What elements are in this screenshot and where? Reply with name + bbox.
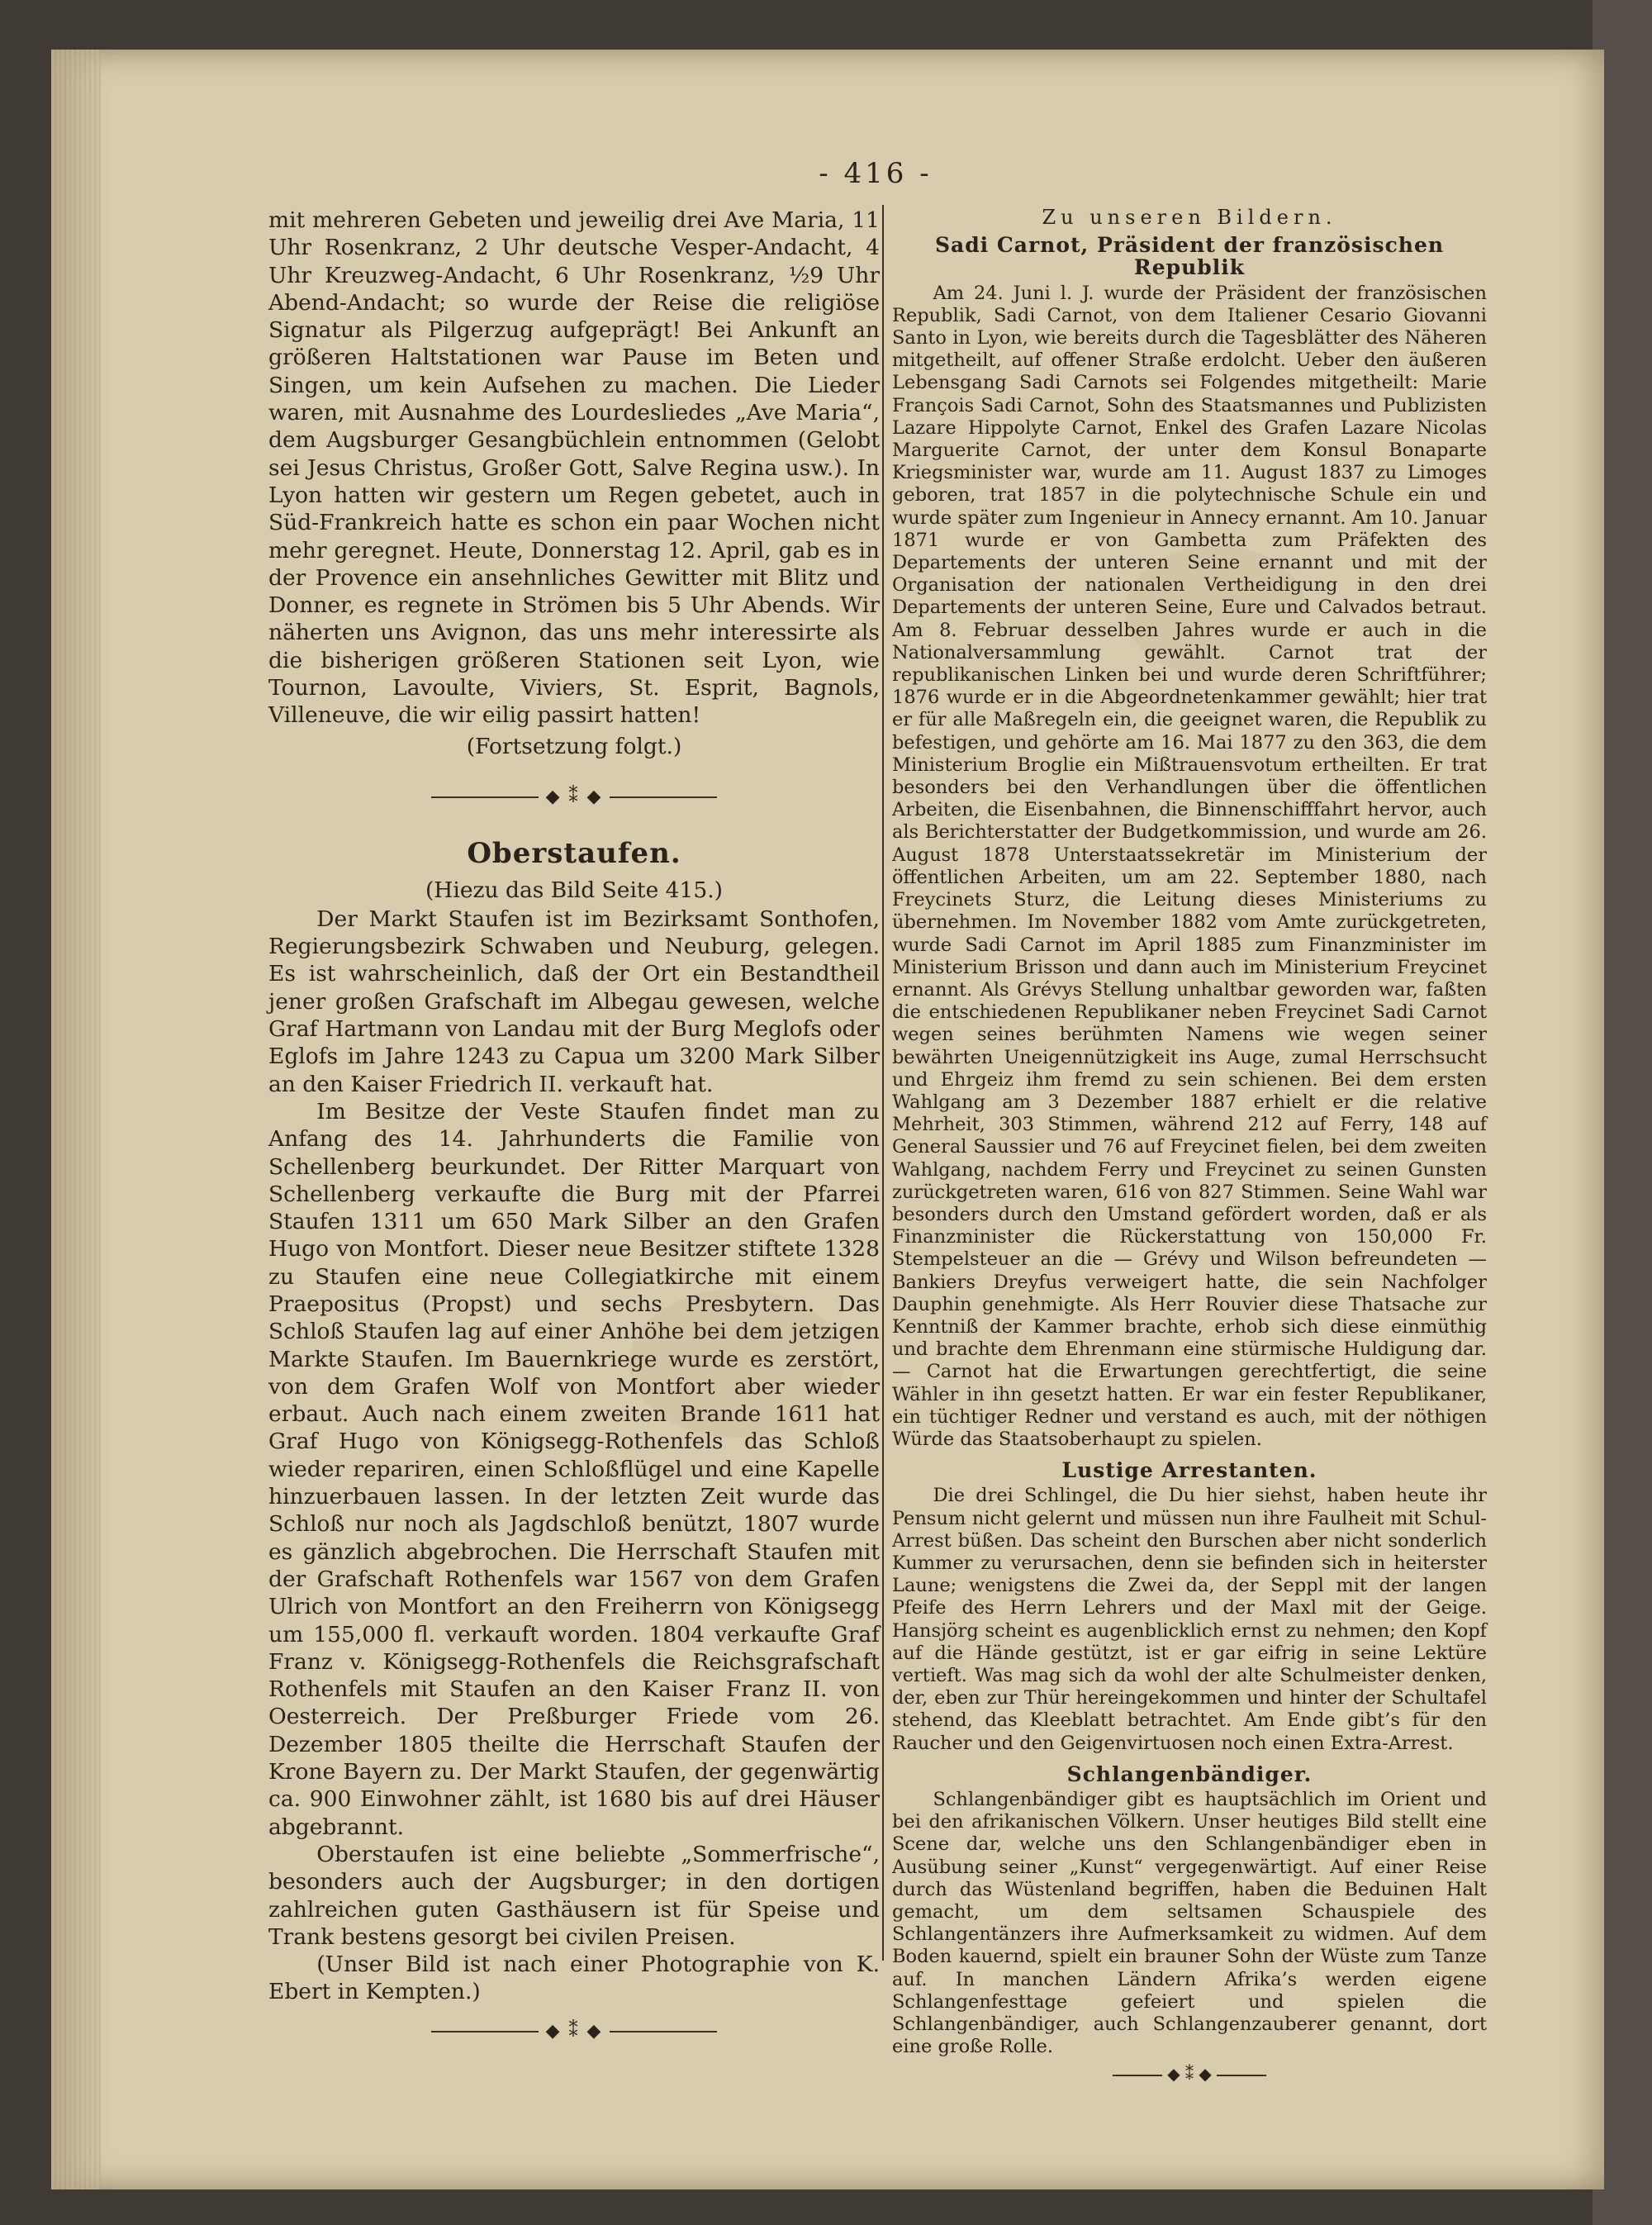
article-paragraph: Der Markt Staufen ist im Bezirksamt Sonthofen, Regierungsbezirk Schwaben und Neuburg, gelegen. Es ist wahrscheinlich, daß der Ort ein Bestandtheil jener großen Grafschaft im Albegau gewesen, welche Graf Hartmann von Landau mit der Burg Meglofs oder Eglofs im Jahre 1243 zu Capua um 3200 Mark Silber an den Kaiser Friedrich II. verkauft hat. [268, 906, 880, 1097]
arrest-heading: Lustige Arrestanten. [1061, 1458, 1317, 1483]
right-column [892, 207, 1487, 2088]
divider-line [431, 2031, 539, 2032]
carnot-heading: Sadi Carnot, Präsident der französischen Republik [934, 233, 1445, 280]
ornament-divider-right [892, 2063, 1487, 2085]
page-gutter [51, 50, 101, 2189]
column-divider [882, 205, 884, 1961]
snake-heading: Schlangenbändiger. [1066, 1761, 1313, 1786]
divider-line [1217, 2075, 1266, 2076]
continued-note: (Fortsetzung folgt.) [466, 733, 682, 759]
divider-line [610, 2031, 717, 2032]
snake-paragraph: Schlangenbändiger gibt es hauptsächlich im Orient und bei den afrikanischen Völkern. Unser heutiges Bild stellt eine Scene dar, welche uns den Schlangenbändiger eben in Ausübung seiner „Kunst“ vergegenwärtigt. Auf einer Reise durch das Wüstenland begriffen, haben die Beduinen Halt gemacht, um dem seltsamen Schauspiele des Schlangentänzers ihre Aufmerksamkeit zu widmen. Auf dem Boden kauernd, spielt ein brauner Sohn der Wüste zum Tanze auf. In manchen Ländern Afrika’s werden eigene Schlangenfesttage gefeiert und spielen die Schlangenbändiger, auch Schlangenzauberer genannt, dort eine große Rolle. [892, 1789, 1487, 2058]
divider-line [610, 796, 717, 798]
ornament-divider [268, 783, 880, 811]
ornament-glyph: ◆ ⁑ ◆ [1167, 2064, 1212, 2085]
article-paragraph: Oberstaufen ist eine beliebte „Sommerfrische“, besonders auch der Augsburger; in den dortigen zahlreichen guten Gasthäusern ist für Speise und Trank bestens gesorgt bei civilen Preisen. [268, 1841, 880, 1950]
ornament-glyph: ◆ ⁑ ◆ [545, 2020, 603, 2042]
article-title: Oberstaufen. [467, 837, 681, 871]
carnot-paragraph: Am 24. Juni l. J. wurde der Präsident der französischen Republik, Sadi Carnot, von dem Italiener Cesario Giovanni Santo in Lyon, wie bereits durch die Tagesblätter des Näheren mitgetheilt, auf offener Straße erdolcht. Ueber den äußeren Lebensgang Sadi Carnots sei Folgendes mitgetheilt: Marie François Sadi Carnot, Sohn des Staatsmannes und Publizisten Lazare Hippolyte Carnot, Enkel des Grafen Lazare Nicolas Marguerite Carnot, der unter dem Konsul Bonaparte Kriegsminister war, wurde am 11. August 1837 zu Limoges geboren, trat 1857 in die polytechnische Schule ein und wurde später zum Ingenieur in Annecy ernannt. Am 10. Januar 1871 wurde er von Gambetta zum Präfekten des Departements der unteren Seine ernannt und mit der Organisation der nationalen Vertheidigung in den drei Departements der unteren Seine, Eure und Calvados betraut. Am 8. Februar desselben Jahres wurde er auch in die Nationalversammlung gewählt. Carnot trat der republikanischen Linken bei und wurde deren Schriftführer; 1876 wurde er in die Abgeordnetenkammer gewählt; hier trat er für alle Maßregeln ein, die geeignet waren, die Republik zu befestigen, und gehörte am 16. Mai 1877 zu den 363, die dem Ministerium Broglie ein Mißtrauensvotum ertheilten. Er trat besonders bei den Verhandlungen über die öffentlichen Arbeiten, die Eisenbahnen, die Binnenschifffahrt hervor, auch als Berichterstatter der Budgetkommission, und wurde am 26. August 1878 Unterstaatssekretär im Ministerium der öffentlichen Arbeiten, um am 22. September 1880, nach Freycinets Sturz, die Leitung dieses Ministeriums zu übernehmen. Im November 1882 vom Amte zurückgetreten, wurde Sadi Carnot im April 1885 zum Finanzminister im Ministerium Brisson und dann auch im Ministerium Freycinet ernannt. Als Grévys Stellung unhaltbar geworden war, faßten die entschiedenen Republikaner neben Freycinet Sadi Carnot wegen seines berühmten Namens wie wegen seiner bewährten Uneigennützigkeit ins Auge, zumal Herrschsucht und Ehrgeiz ihm fremd zu sein schienen. Bei dem ersten Wahlgang am 3 Dezember 1887 erhielt er die relative Mehrheit, 303 Stimmen, während 212 auf Ferry, 148 auf General Saussier und 76 auf Freycinet fielen, bei dem zweiten Wahlgang, nachdem Ferry und Freycinet zu seinen Gunsten zurückgetreten waren, 616 von 827 Stimmen. Seine Wahl war besonders durch den Umstand gefördert worden, daß er als Finanzminister die Rückerstattung von 150,000 Fr. Stempelsteuer an die — Grévy und Wilson befreundeten — Bankiers Dreyfus verweigert hatte, die sein Nachfolger Dauphin genehmigte. Als Herr Rouvier diese Thatsache zur Kenntniß der Kammer brachte, erhob sich diese einmüthig und brachte dem Ehrenmann eine stürmische Huldigung dar. — Carnot hat die Erwartungen gerechtfertigt, die seine Wähler in ihn gesetzt hatten. Er war ein fester Republikaner, ein tüchtiger Redner und verstand es auch, mit der nöthigen Würde das Staatsoberhaupt zu spielen. [892, 282, 1487, 1450]
article-paragraph: Im Besitze der Veste Staufen findet man zu Anfang des 14. Jahrhunderts die Familie von Schellenberg beurkundet. Der Ritter Marquart von Schellenberg verkaufte die Burg mit der Pfarrei Staufen 1311 um 650 Mark Silber an den Grafen Hugo von Montfort. Dieser neue Besitzer stiftete 1328 zu Staufen eine neue Collegiatkirche mit einem Praepositus (Propst) und sechs Presbytern. Das Schloß Staufen lag auf einer Anhöhe bei dem jetzigen Markte Staufen. Im Bauernkriege wurde es zerstört, von dem Grafen Wolf von Montfort aber wieder erbaut. Auch nach einem zweiten Brande 1611 hat Graf Hugo von Königsegg-Rothenfels das Schloß wieder repariren, einen Schloßflügel und eine Kapelle hinzuerbauen lassen. In der letzten Zeit wurde das Schloß nur noch als Jagdschloß benützt, 1807 wurde es gänzlich abgebrochen. Die Herrschaft Staufen mit der Grafschaft Rothenfels war 1567 von dem Grafen Ulrich von Montfort an den Freiherrn von Königsegg um 155,000 fl. verkauft worden. 1804 verkaufte Graf Franz v. Königsegg-Rothenfels die Reichsgrafschaft Rothenfels mit Staufen an den Kaiser Franz II. von Oesterreich. Der Preßburger Friede vom 26. Dezember 1805 theilte die Herrschaft Staufen der Krone Bayern zu. Der Markt Staufen, der gegenwärtig ca. 900 Einwohner zählt, ist 1680 bis auf drei Häuser abgebrannt. [268, 1098, 880, 1840]
article-subtitle: (Hiezu das Bild Seite 415.) [425, 877, 724, 903]
page-number: - 416 - [819, 157, 933, 190]
arrest-paragraph: Die drei Schlingel, die Du hier siehst, haben heute ihr Pensum nicht gelernt und müssen nun ihre Faulheit mit Schul-Arrest büßen. Das scheint den Burschen aber nicht sonderlich Kummer zu verursachen, denn sie befinden sich in heiterster Laune; wenigstens die Zwei da, der Seppl mit der langen Pfeife des Herrn Lehrers und der Maxl mit der Geige. Hansjörg scheint es augenblicklich ernst zu nehmen; den Kopf auf die Hände gestützt, ist er gar eifrig in seine Lektüre vertieft. Was mag sich da wohl der alte Schulmeister denken, der, eben zur Thür hereingekommen und hinter der Schultafel stehend, das Kleeblatt betrachtet. Am Ende gibt’s für den Raucher und den Geigenvirtuosen noch einen Extra-Arrest. [892, 1485, 1487, 1754]
ornament-glyph: ◆ ⁑ ◆ [545, 786, 603, 807]
divider-line [431, 796, 539, 798]
ornament-divider-bottom [268, 2018, 880, 2045]
travel-continuation-paragraph: mit mehreren Gebeten und jeweilig drei Ave Maria, 11 Uhr Rosenkranz, 2 Uhr deutsche Vesper-Andacht, 4 Uhr Kreuzweg-Andacht, 6 Uhr Rosenkranz, ½9 Uhr Abend-Andacht; so wurde der Reise die religiöse Signatur als Pilgerzug aufgeprägt! Bei Ankunft an größeren Haltstationen war Pause im Beten und Singen, um kein Aufsehen zu machen. Die Lieder waren, mit Ausnahme des Lourdesliedes „Ave Maria“, dem Augsburger Gesangbüchlein entnommen (Gelobt sei Jesus Christus, Großer Gott, Salve Regina usw.). In Lyon hatten wir gestern um Regen gebetet, auch in Süd-Frankreich hatte es schon ein paar Wochen nicht mehr geregnet. Heute, Donnerstag 12. April, gab es in der Provence ein ansehnliches Gewitter mit Blitz und Donner, es regnete in Strömen bis 5 Uhr Abends. Wir näherten uns Avignon, das uns mehr interessirte als die bisherigen größeren Stationen seit Lyon, wie Tournon, Lavoulte, Viviers, St. Esprit, Bagnols, Villeneuve, die wir eilig passirt hatten! [268, 207, 880, 729]
photo-credit: (Unser Bild ist nach einer Photographie von K. Ebert in Kempten.) [268, 1952, 880, 2005]
left-column [268, 207, 880, 2075]
divider-line [1113, 2075, 1162, 2076]
section-heading: Zu unseren Bildern. [1042, 206, 1337, 229]
